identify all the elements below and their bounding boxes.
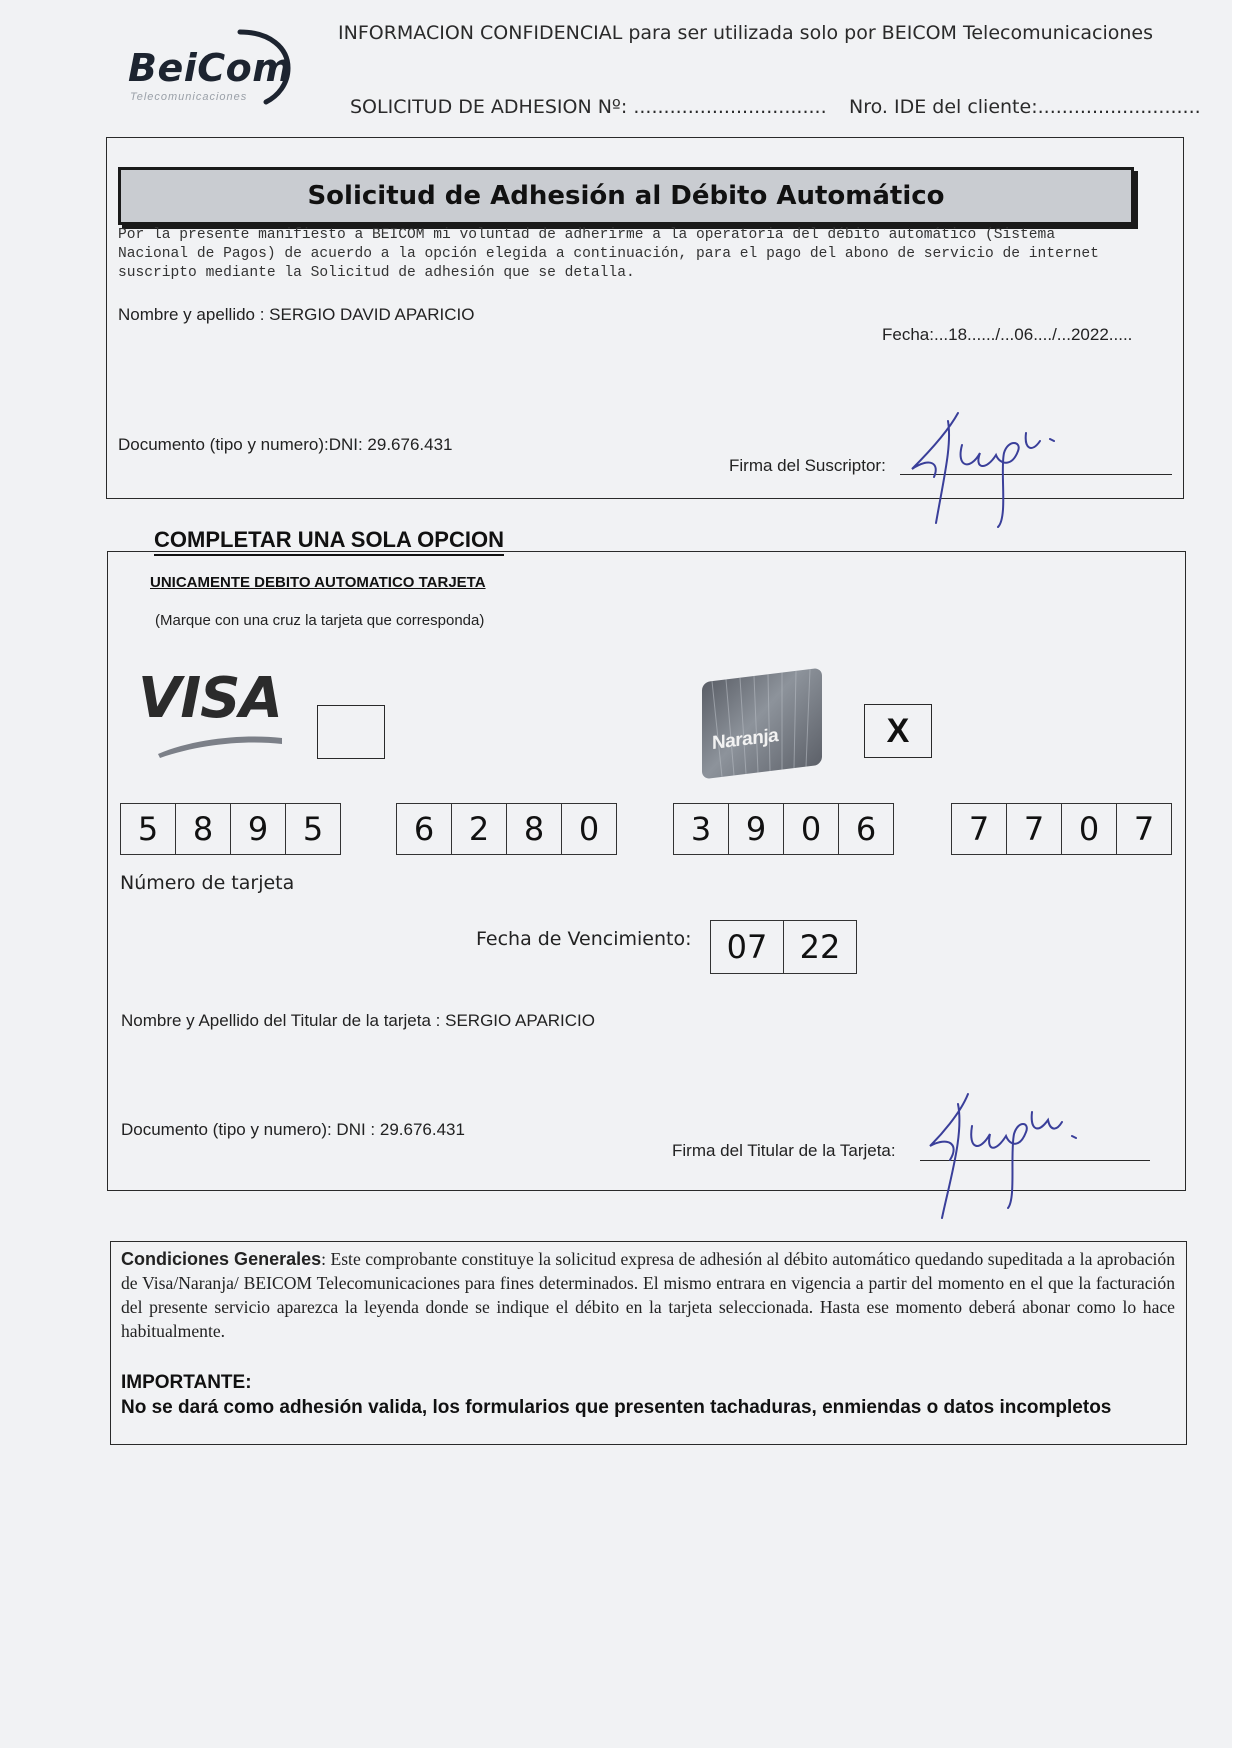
general-conditions-text: : Este comprobante constituye la solicitud expresa de adhesión al débito automático quedando supeditada a la aprobación de Visa/Naranja/ BEICOM Telecomunicaciones para fines determinados. El mismo entrara en vigencia a partir del momento en el que la facturación del presente servicio aparezca la leyenda donde se indique el débito en la tarjeta seleccionada. Hasta ese momento deberá abonar como lo hace habitualmente. xyxy=(121,1249,1175,1341)
card-digit: 9 xyxy=(729,804,784,854)
subscriber-document: Documento (tipo y numero):DNI: 29.676.431 xyxy=(118,435,453,454)
cardholder-signature-label: Firma del Titular de la Tarjeta: xyxy=(672,1141,896,1160)
client-id-value: ........................... xyxy=(1037,96,1201,118)
card-digit: 0 xyxy=(784,804,839,854)
card-digit: 8 xyxy=(176,804,231,854)
card-number-group-4[interactable] xyxy=(951,803,1172,855)
general-conditions xyxy=(121,1247,1175,1343)
expiry-month: 07 xyxy=(711,921,784,973)
form-title: Solicitud de Adhesión al Débito Automático xyxy=(307,181,945,211)
page-edge xyxy=(1232,0,1250,1748)
card-digit: 5 xyxy=(121,804,176,854)
request-number-value: ................................ xyxy=(633,96,827,118)
card-digit: 7 xyxy=(952,804,1007,854)
client-id-label: Nro. IDE del cliente: xyxy=(849,96,1038,118)
visa-swoosh-icon xyxy=(156,728,284,758)
subscriber-signature-icon xyxy=(900,405,1060,530)
beicom-logo: BeiCom xyxy=(128,46,293,90)
confidential-notice: INFORMACION CONFIDENCIAL para ser utilizada solo por BEICOM Telecomunicaciones xyxy=(338,22,1154,44)
expiry-label: Fecha de Vencimiento: xyxy=(476,928,692,950)
card-digit: 0 xyxy=(578,810,600,848)
logo-swoosh-icon xyxy=(230,26,300,106)
expiry-field[interactable] xyxy=(710,920,857,974)
request-date: Fecha:...18....../...06..../...2022..... xyxy=(882,325,1133,344)
beicom-logo-tagline: Telecomunicaciones xyxy=(130,91,248,103)
card-digit: 3 xyxy=(674,804,729,854)
request-number xyxy=(350,96,827,118)
card-number-label: Número de tarjeta xyxy=(120,872,295,894)
card-debit-subtitle: UNICAMENTE DEBITO AUTOMATICO TARJETA xyxy=(150,574,486,591)
naranja-logo-text: Naranja xyxy=(712,725,779,755)
subscriber-signature-label: Firma del Suscriptor: xyxy=(729,456,886,475)
important-text: No se dará como adhesión valida, los formularios que presenten tachaduras, enmiendas o datos incompletos xyxy=(121,1397,1112,1418)
card-instruction: (Marque con una cruz la tarjeta que corresponda) xyxy=(155,612,485,629)
card-digit: 2 xyxy=(452,804,507,854)
cardholder-document: Documento (tipo y numero): DNI : 29.676.431 xyxy=(121,1120,465,1139)
client-id xyxy=(849,96,1201,118)
visa-checkbox[interactable] xyxy=(317,705,385,759)
card-digit: 5 xyxy=(302,810,324,848)
subscriber-name: Nombre y apellido : SERGIO DAVID APARICIO xyxy=(118,305,475,324)
expiry-year: 22 xyxy=(799,928,841,966)
form-title-bar xyxy=(118,167,1134,225)
important-title: IMPORTANTE: xyxy=(121,1372,252,1393)
naranja-checkbox[interactable]: X xyxy=(864,704,932,758)
card-number-group-2[interactable] xyxy=(396,803,617,855)
cardholder-name: Nombre y Apellido del Titular de la tarjeta : SERGIO APARICIO xyxy=(121,1011,595,1030)
naranja-logo xyxy=(702,668,822,780)
card-number-group-3[interactable] xyxy=(673,803,894,855)
card-digit: 7 xyxy=(1007,804,1062,854)
card-digit: 0 xyxy=(1062,804,1117,854)
request-number-label: SOLICITUD DE ADHESION Nº: xyxy=(350,96,628,118)
card-digit: 8 xyxy=(507,804,562,854)
card-digit: 6 xyxy=(397,804,452,854)
card-digit: 9 xyxy=(231,804,286,854)
card-digit: 6 xyxy=(855,810,877,848)
cardholder-signature-icon xyxy=(920,1090,1080,1220)
intro-paragraph: Por la presente manifiesto a BEICOM mi voluntad de adherirme a la operatoria del débito automático (Sistema Nacional de Pagos) de acuerdo a la opción elegida a continuación, para el pago del abono de servicio de internet suscripto mediante la Solicitud de adhesión que se detalla. xyxy=(118,227,1099,281)
naranja-card-pattern-icon xyxy=(702,668,822,780)
single-option-heading: COMPLETAR UNA SOLA OPCION xyxy=(154,527,504,556)
visa-logo: VISA xyxy=(138,666,282,731)
card-number-group-1[interactable] xyxy=(120,803,341,855)
card-digit: 7 xyxy=(1133,810,1155,848)
general-conditions-title: Condiciones Generales xyxy=(121,1249,322,1269)
